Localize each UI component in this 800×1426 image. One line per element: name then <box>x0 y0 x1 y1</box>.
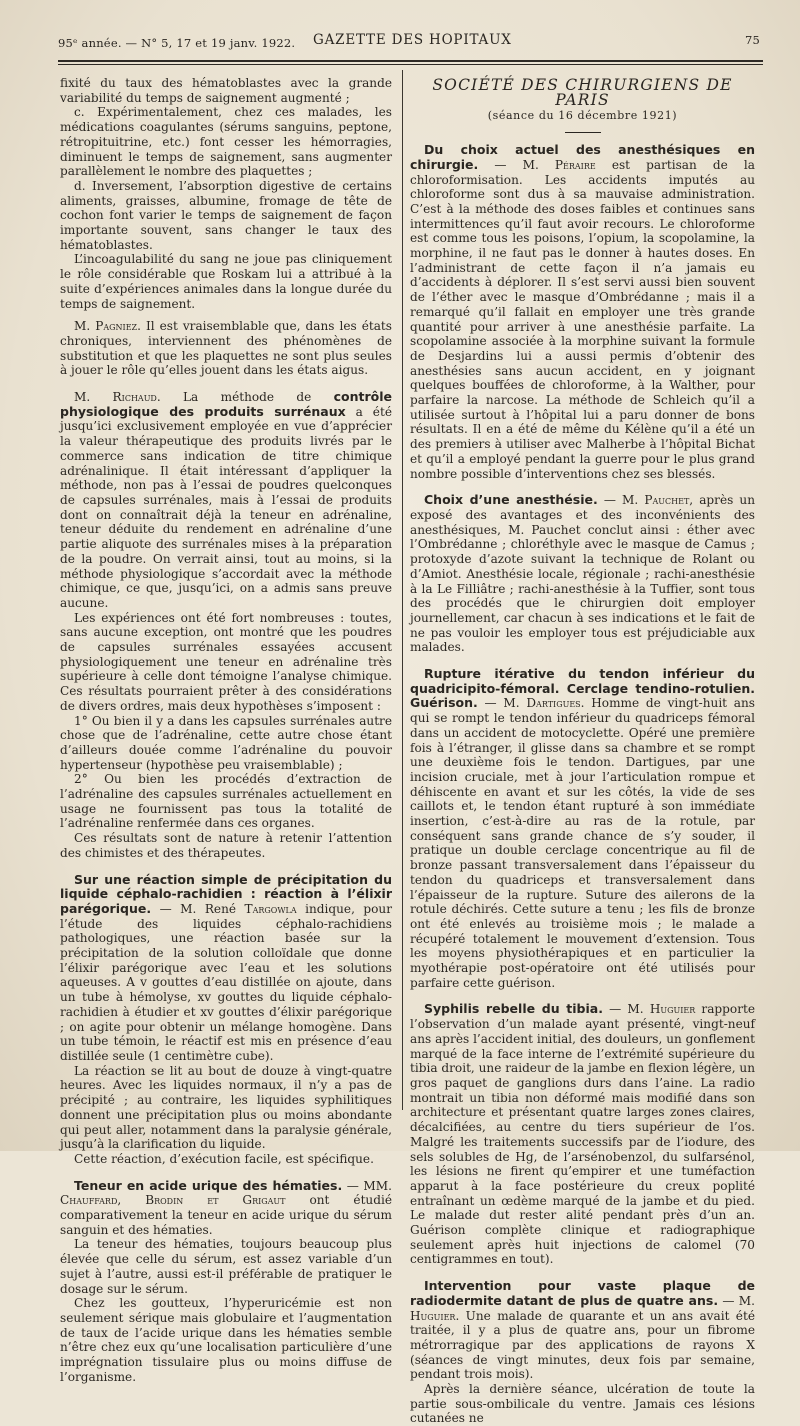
paragraph-text: indique, pour l’étude des liquides céphalo-rachidiens pathologiques, une réaction basée sur la précipitation de la solution colloïdale que donne l’élixir parégorique avec l’eau et les solutions aqueuses. A v gouttes d’eau distillée on ajoute, dans un tube à hémolyse, xv gouttes du liquide céphalo-rachidien à étudier et xv gouttes d’élixir parégorique ; on agite pour obtenir un mélange homogène. Dans un tube témoin, le réactif est mis en présence d’eau distillée seule (1 centimètre cube). <box>60 901 392 1063</box>
paragraph-text: — M. <box>478 157 555 172</box>
paragraph: L’incoagulabilité du sang ne joue pas cliniquement le rôle considérable que Roskam lui a attribué à la suite d’expériences animales dans la longue durée du temps de saignement. <box>60 252 392 311</box>
paragraph: Après la dernière séance, ulcération de toute la partie sous-ombilicale du ventre. Jamais ces lésions cutanées ne <box>410 1382 755 1426</box>
author-name: M. Pagniez. <box>74 319 141 334</box>
paragraph: 1° Ou bien il y a dans les capsules surrénales autre chose que de l’adrénaline, cette autre chose étant d’ailleurs douée comme l’adrénaline du pouvoir hypertenseur (hypothèse peu vraisemblable) ; <box>60 713 392 772</box>
article-heading: Teneur en acide urique des hématies. <box>74 1177 343 1193</box>
author-name: Pauchet <box>644 493 690 508</box>
author-name: Huguier <box>649 1002 696 1017</box>
header-rule-thick <box>58 60 763 62</box>
paragraph-richaud <box>60 390 392 611</box>
paragraph-pagniez <box>60 319 392 378</box>
paragraph-dartigues <box>410 667 755 990</box>
journal-title: GAZETTE DES HOPITAUX <box>313 32 512 48</box>
paragraph: Les expériences ont été fort nombreuses : toutes, sans aucune exception, ont montré que les poudres de capsules surrénales essayées accusent physiologiquement une teneur en adrénaline très supérieure à celle dont témoigne l’analyse chimique. Ces résultats pourraient prêter à des considérations de divers ordres, mais deux hypothèses s’imposent : <box>60 610 392 713</box>
section-rule <box>565 132 601 133</box>
paragraph-text: Il est vraisemblable que, dans les états chroniques, interviennent des phénomènes de substitution et que les plaquettes ne sont plus seules à jouer le rôle qu’elles jouent dans les états aigus. <box>60 319 392 378</box>
paragraph-peraire <box>410 143 755 481</box>
paragraph: Cette réaction, d’exécution facile, est spécifique. <box>74 1151 374 1166</box>
header-rule-thin <box>58 64 763 65</box>
paragraph-text: . Homme de vingt-huit ans qui se rompt le tendon inférieur du quadriceps fémoral dans un accident de motocyclette. Opéré une première fois à l’étranger, il glisse dans sa chambre et se rompt une deuxième fois le tendon. Dartigues, par une incision cruciale, met à jour l’articulation rompue et déhiscente en avant et sur les côtés, la vide de ses caillots et, le tendon étant rupturé à son immédiate insertion, c’est-à-dire au ras de la rotule, par conséquent sans grande chance de s’y souder, il pratique un double cerclage concentrique au fil de bronze passant transversalement dans l’épaisseur du tendon du quadriceps et transversalement dans l’épaisseur de la rupture. Suture des ailerons de la rotule déchirés. Cette suture a tenu ; les fils de bronze ont été enlevés au troisième mois ; le malade a récupéré totalement le mouvement d’extension. Tous les moyens physiothérapiques et en particulier la myothérapie post-opératoire ont été utilisés pour parfaire cette guérison. <box>410 696 756 990</box>
paragraph: La réaction se lit au bout de douze à vingt-quatre heures. Avec les liquides normaux, il n’y a pas de précipité ; au contraire, les liquides syphilitiques donnent une précipitation plus ou moins abondante qui peut aller, notamment dans la paralysie générale, jusqu’à la clarification du liquide. <box>60 1063 392 1152</box>
paragraph-text: La méthode de <box>160 390 334 405</box>
author-name: Chauffard, Brodin et Grigaut <box>60 1193 286 1208</box>
author-name: Targowla <box>244 901 297 916</box>
article-heading: Du choix actuel des anesthésiques en chirurgie. <box>410 142 755 172</box>
paragraph-text: rapporte l’observation d’un malade ayant présenté, vingt-neuf ans après l’accident initial, des douleurs, un gonflement marqué de la face interne de l’extrémité supérieure du tibia droit, une raideur de la jambe en flexion légère, un gros paquet de ganglions durs dans l’aine. La radio montrait un tibia non déformé mais modifié dans son architecture et présentant quatre larges zones claires, décalcifiées, au centre du tiers supérieur de l’os. Malgré les traitements successifs par de l’iodure, des sels solubles de Hg, de l’arsénobenzol, du sulfarsénol, les lésions ne firent qu’empirer et une tuméfaction apparut à la face postérieure du creux poplité entraînant un œdème marqué de la jambe et du pied. Le malade dut rester alité pendant près d’un an. Guérison complète clinique et radiographique seulement après huit injections de calomel (70 centigrammes en tout). <box>410 1002 755 1267</box>
article-heading: Syphilis rebelle du tibia. <box>424 1001 603 1017</box>
article-heading: contrôle physiologique des produits surrénaux <box>60 389 392 419</box>
paragraph-text: ont étudié comparativement la teneur en acide urique du sérum sanguin et des hématies. <box>60 1193 392 1237</box>
author-name: M. Richaud. <box>74 390 161 405</box>
paragraph: 2° Ou bien les procédés d’extraction de l’adrénaline des capsules surrénales actuellement en usage ne fournissent pas tous la totalité de l’adrénaline renfermée dans ces organes. <box>60 772 392 831</box>
paragraph: fixité du taux des hématoblastes avec la grande variabilité du temps de saignement augmenté ; <box>60 76 392 105</box>
column-divider <box>402 70 403 1110</box>
paragraph-chauffard <box>60 1179 392 1238</box>
article-heading: Choix d’une anesthésie. <box>424 492 598 508</box>
paragraph-pauchet <box>410 493 755 655</box>
session-date: (séance du 16 décembre 1921) <box>487 109 678 123</box>
issue-info: 95ᵉ année. — N° 5, 17 et 19 janv. 1922. <box>58 36 296 50</box>
paragraph-huguier-radiodermite <box>410 1279 755 1382</box>
paragraph-text: — MM. <box>342 1178 392 1193</box>
paragraph-text: — M. <box>597 493 645 508</box>
author-name: Dartigues <box>526 696 581 711</box>
right-column <box>410 76 755 1426</box>
page-number: 75 <box>744 33 760 47</box>
left-column <box>60 76 392 1384</box>
paragraph-text: — M. <box>602 1002 650 1017</box>
author-name: Huguier <box>410 1308 456 1323</box>
section-title: SOCIÉTÉ DES CHIRURGIENS DE PARIS <box>432 76 733 109</box>
paragraph-text: — M. <box>718 1293 755 1308</box>
paragraph: Ces résultats sont de nature à retenir l’attention des chimistes et des thérapeutes. <box>60 831 392 860</box>
paragraph-text: est partisan de la chloroformisation. Les accidents imputés au chloroforme sont dus à sa mauvaise administration. C’est à la méthode des doses faibles et continues sans intermittences qu’il faut avoir recours. Le chloroforme est comme tous les poisons, l’opium, la scopolamine, la morphine, il ne faut pas le donner à hautes doses. En l’administrant de cette façon il n’a jamais eu d’accidents à déplorer. Il s’est servi aussi bien souvent de l’éther avec le masque d’Ombrédanne ; mais il a remarqué qu’il fallait en employer une très grande quantité pour arriver à une anesthésie parfaite. La scopolamine associée à la morphine suivant la formule de Desjardins lui a aussi permis d’obtenir des anesthésies sans aucun accident, en y joignant quelques bouffées de chloroforme, à la Walther, pour parfaire la narcose. La méthode de Schleich qu’il a utilisée surtout à l’hôpital lui a paru donner de bons résultats. Il en a été de même du Kélène qu’il a été un des premiers à utiliser avec Malherbe à l’hôpital Bichat et qu’il a employé pendant la guerre pour le plus grand nombre possible d’interventions chez ses blessés. <box>410 157 755 481</box>
paragraph-text: , après un exposé des avantages et des inconvénients des anesthésiques, M. Pauchet conclut ainsi : éther avec l’Ombrédanne ; chloréthyle avec le masque de Camus ; protoxyde d’azote suivant la technique de Rolant ou d’Amiot. Anesthésie locale, régionale ; rachi-anesthésie à la Le Filliâtre ; rachi-anesthésie à la Tuffier, sont tous des procédés que le chirurgien doit employer journellement, car chacun à ses indications et le fait de ne pas vouloir les employer tous est préjudiciable aux malades. <box>410 493 755 655</box>
article-heading: Sur une réaction simple de précipitation du liquide céphalo-rachidien : réaction à l’élixir parégorique. <box>60 871 392 916</box>
paragraph-huguier-tibia <box>410 1002 755 1267</box>
paragraph-text: — M. <box>477 696 527 711</box>
paragraph-targowla <box>60 873 392 1064</box>
paragraph: La teneur des hématies, toujours beaucoup plus élevée que celle du sérum, est assez variable d’un sujet à l’autre, aussi est-il préférable de pratiquer le dosage sur le sérum. <box>60 1237 392 1296</box>
paragraph: c. Expérimentalement, chez ces malades, les médications coagulantes (sérums sanguins, peptone, rétropituitrine, etc.) font cesser les hémorragies, diminuent le temps de saignement, sans augmenter parallèlement le nombre des plaquettes ; <box>60 105 392 179</box>
paragraph-text: — M. René <box>151 901 245 916</box>
article-heading: Rupture itérative du tendon inférieur du quadricipito-fémoral. Cerclage tendino-rotulien. Guérison. <box>410 666 755 711</box>
paragraph-text: a été jusqu’ici exclusivement employée en vue d’apprécier la valeur thérapeutique des produits livrés par le commerce sans indication de titre chimique adrénalinique. Il était intéressant d’appliquer la méthode, non pas à l’essai de poudres quelconques de capsules surrénales, mais à l’essai de produits dont on connaîtrait déjà la teneur en adrénaline, teneur déduite du rendement en adrénaline d’une partie aliquote des surrénales mises à la préparation de la poudre. On verrait ainsi, tout au moins, si la méthode physiologique s’accordait avec la méthode chimique, ce que, jusqu’ici, on a admis sans preuve aucune. <box>60 404 392 610</box>
page-header <box>58 30 760 50</box>
paragraph-text: . Une malade de quarante et un ans avait été traitée, il y a plus de quatre ans, pour un fibrome métrorragique par des applications de rayons X (séances de vingt minutes, deux fois par semaine, pendant trois mois). <box>410 1308 755 1382</box>
author-name: Péraire <box>554 157 596 172</box>
paragraph: Chez les goutteux, l’hyperuricémie est non seulement sérique mais globulaire et l’augmentation de taux de l’acide urique dans les hématies semble n’être chez eux qu’une localisation particulière d’une imprégnation tissulaire plus ou moins diffuse de l’organisme. <box>60 1296 392 1384</box>
paragraph: d. Inversement, l’absorption digestive de certains aliments, graisses, albumine, fromage de tête de cochon font varier le temps de saignement de façon importante souvent, sans changer le taux des hématoblastes. <box>60 178 392 252</box>
article-heading: Intervention pour vaste plaque de radiodermite datant de plus de quatre ans. <box>410 1278 755 1308</box>
